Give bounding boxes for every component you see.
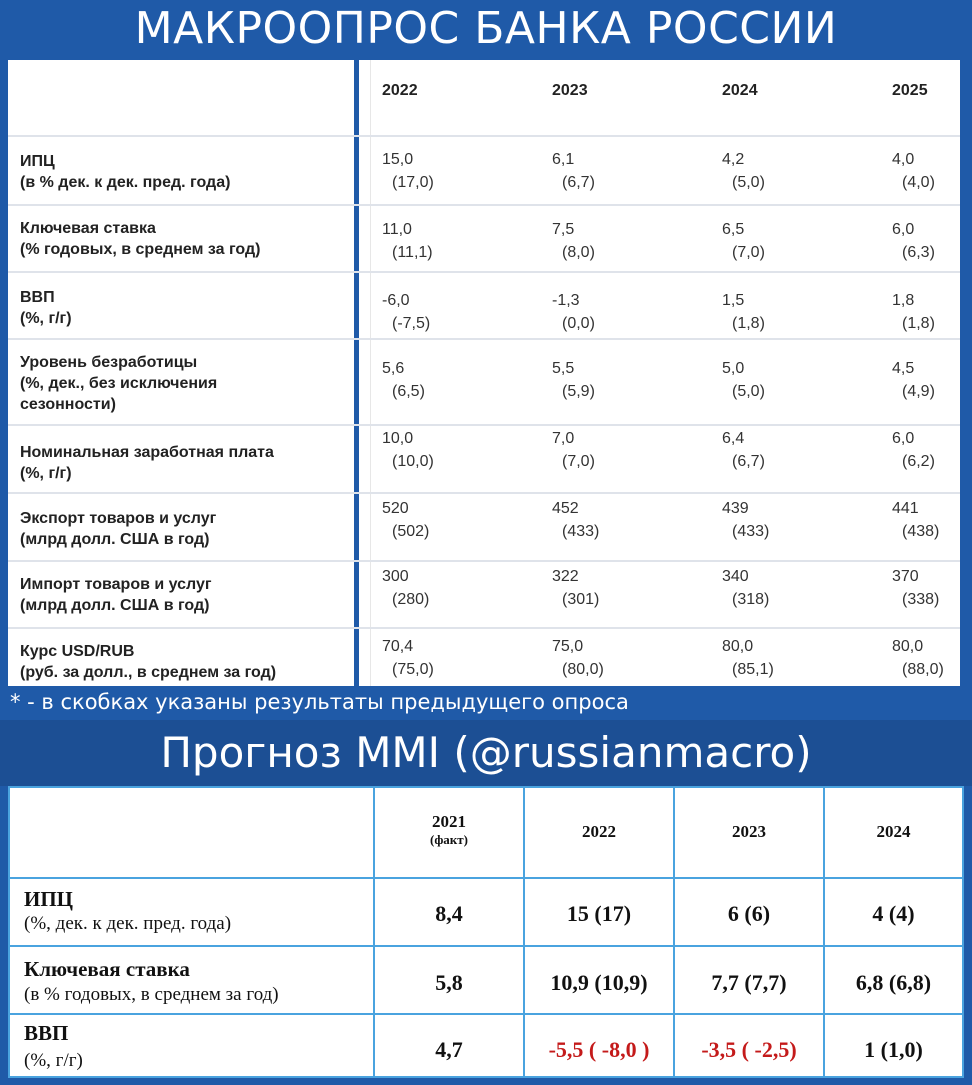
value: 370 <box>892 568 919 585</box>
value: 5,0 <box>722 360 745 377</box>
value: 11,0 <box>382 221 412 238</box>
value: 4,2 <box>722 151 745 168</box>
prev-value: (433) <box>562 523 600 540</box>
value: 7,5 <box>552 221 575 238</box>
table-row <box>8 204 960 273</box>
value: 1,5 <box>722 292 745 309</box>
prev-value: (7,0) <box>562 453 595 470</box>
prev-value: (280) <box>392 591 430 608</box>
survey-table <box>8 60 960 686</box>
row-sublabel: (млрд долл. США в год) <box>20 597 210 614</box>
table-row <box>8 338 960 426</box>
value: 80,0 <box>722 638 754 655</box>
row-sublabel: (%, дек., без исключения <box>20 375 218 392</box>
survey-year-header: 2025 <box>892 82 928 99</box>
value: 7,7 (7,7) <box>711 970 787 995</box>
row-label: Уровень безработицы <box>20 354 198 371</box>
value: 4,0 <box>892 151 915 168</box>
prev-value: (88,0) <box>902 661 944 678</box>
prev-value: (5,0) <box>732 174 765 191</box>
value: 520 <box>382 500 409 517</box>
prev-value: (75,0) <box>392 661 434 678</box>
prev-value: (85,1) <box>732 661 774 678</box>
prev-value: (6,5) <box>392 383 425 400</box>
row-sublabel: (%, дек. к дек. пред. года) <box>24 913 232 934</box>
row-sublabel: (в % годовых, в среднем за год) <box>24 984 279 1005</box>
prev-value: (17,0) <box>392 174 434 191</box>
row-sublabel: (в % дек. к дек. пред. года) <box>20 174 231 191</box>
value: 8,4 <box>435 901 463 926</box>
prev-value: (4,9) <box>902 383 935 400</box>
value: 6,0 <box>892 430 915 447</box>
prev-value: (438) <box>902 523 940 540</box>
footnote: * - в скобках указаны результаты предыдущего опроса <box>10 690 629 714</box>
prev-value: (1,8) <box>902 315 935 332</box>
prev-value: (338) <box>902 591 940 608</box>
table-row-label-cell <box>8 879 375 947</box>
value: 6,5 <box>722 221 745 238</box>
value: 80,0 <box>892 638 924 655</box>
prev-value: (5,0) <box>732 383 765 400</box>
value: 70,4 <box>382 638 414 655</box>
value: 322 <box>552 568 579 585</box>
prev-value: (6,2) <box>902 453 935 470</box>
row-sublabel: сезонности) <box>20 396 116 413</box>
prev-value: (1,8) <box>732 315 765 332</box>
table-row <box>8 627 960 688</box>
value: 15,0 <box>382 151 414 168</box>
row-sublabel: (%, г/г) <box>24 1050 83 1071</box>
row-sublabel: (млрд долл. США в год) <box>20 531 210 548</box>
prev-value: (5,9) <box>562 383 595 400</box>
value: 439 <box>722 500 749 517</box>
prev-value: (11,1) <box>392 244 433 261</box>
table-row-label-cell <box>8 1015 375 1078</box>
forecast-year-header: 2023 <box>675 786 825 879</box>
prev-value: (502) <box>392 523 430 540</box>
value: -6,0 <box>382 292 410 309</box>
value: 5,6 <box>382 360 405 377</box>
page-title-forecast: Прогноз MMI (@russianmacro) <box>160 728 812 777</box>
row-label: Импорт товаров и услуг <box>20 576 212 593</box>
row-sublabel: (%, г/г) <box>20 465 72 482</box>
row-label: Курс USD/RUB <box>20 643 135 660</box>
row-label: ИПЦ <box>24 887 74 911</box>
row-sublabel: (руб. за долл., в среднем за год) <box>20 664 277 681</box>
value: 6,1 <box>552 151 575 168</box>
table-row-label-cell <box>8 947 375 1015</box>
value: 10,0 <box>382 430 414 447</box>
table-row <box>8 271 960 340</box>
row-label: Номинальная заработная плата <box>20 444 274 461</box>
negative-value: -3,5 ( -2,5) <box>701 1037 797 1062</box>
prev-value: (301) <box>562 591 600 608</box>
value: 300 <box>382 568 409 585</box>
row-label: Ключевая ставка <box>24 957 190 981</box>
forecast-table <box>8 786 964 1078</box>
fact-note: (факт) <box>429 832 469 847</box>
value: 15 (17) <box>566 901 632 926</box>
prev-value: (10,0) <box>392 453 434 470</box>
page-title-survey: МАКРООПРОС БАНКА РОССИИ <box>134 3 838 54</box>
value: 1 (1,0) <box>864 1037 923 1062</box>
table-row <box>8 560 960 629</box>
prev-value: (4,0) <box>902 174 935 191</box>
survey-year-header: 2023 <box>552 82 588 99</box>
prev-value: (6,3) <box>902 244 935 261</box>
survey-year-header: 2022 <box>382 82 418 99</box>
value: 1,8 <box>892 292 915 309</box>
row-label: Экспорт товаров и услуг <box>20 510 217 527</box>
value: 7,0 <box>552 430 575 447</box>
table-row <box>8 424 960 494</box>
prev-value: (318) <box>732 591 770 608</box>
value: 4,5 <box>892 360 915 377</box>
row-label: ВВП <box>24 1021 69 1045</box>
prev-value: (0,0) <box>562 315 595 332</box>
value: 340 <box>722 568 749 585</box>
table-row <box>8 135 960 204</box>
forecast-year-header: 2024 <box>825 786 964 879</box>
survey-year-header: 2024 <box>722 82 758 99</box>
value: 75,0 <box>552 638 584 655</box>
prev-value: (-7,5) <box>392 315 431 332</box>
prev-value: (433) <box>732 523 770 540</box>
value: 452 <box>552 500 579 517</box>
value: 6,0 <box>892 221 915 238</box>
forecast-year-header: 2021 (факт) <box>375 786 525 879</box>
value: 5,5 <box>552 360 575 377</box>
value: 6,8 (6,8) <box>855 970 932 995</box>
value: 5,8 <box>435 970 463 995</box>
value: -1,3 <box>552 292 580 309</box>
value: 4 (4) <box>872 901 915 926</box>
row-sublabel: (%, г/г) <box>20 310 72 327</box>
value: 6 (6) <box>727 901 771 926</box>
row-sublabel: (% годовых, в среднем за год) <box>20 241 261 258</box>
row-label: ИПЦ <box>20 153 55 170</box>
prev-value: (8,0) <box>562 244 595 261</box>
value: 10,9 (10,9) <box>550 970 648 995</box>
forecast-year-header: 2022 <box>525 786 675 879</box>
negative-value: -5,5 ( -8,0 ) <box>548 1037 650 1062</box>
prev-value: (6,7) <box>562 174 595 191</box>
prev-value: (6,7) <box>732 453 765 470</box>
header-corner-cell <box>8 786 375 879</box>
value: 441 <box>892 500 919 517</box>
row-label: Ключевая ставка <box>20 220 156 237</box>
row-label: ВВП <box>20 289 55 306</box>
prev-value: (7,0) <box>732 244 765 261</box>
prev-value: (80,0) <box>562 661 604 678</box>
value: 6,4 <box>722 430 745 447</box>
value: 4,7 <box>435 1037 463 1062</box>
table-row <box>8 492 960 562</box>
